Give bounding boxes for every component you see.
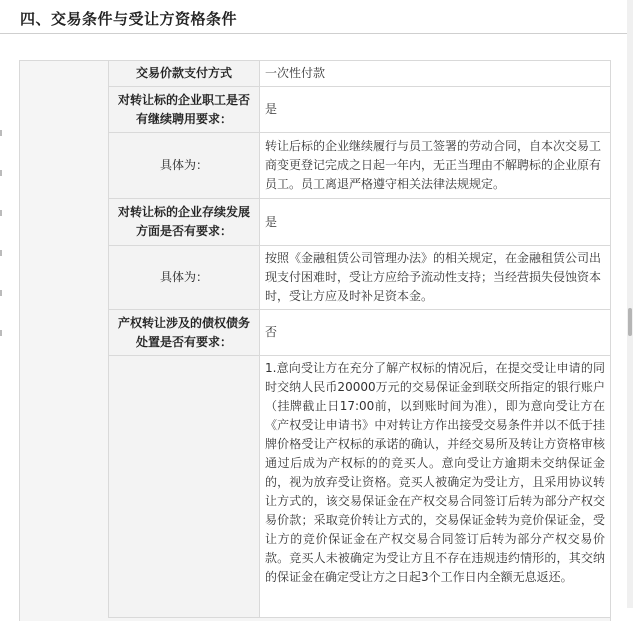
table-row <box>109 246 611 310</box>
row-value: 按照《金融租赁公司管理办法》的相关规定，在金融租赁公司出现支付困难时，受让方应给予流动性支持；当经营损失侵蚀资本时，受让方应及时补足资本金。 <box>260 246 611 310</box>
row-value: 1.意向受让方在充分了解产权标的情况后，在提交受让申请的同时交纳人民币20000万元的交易保证金到联交所指定的银行账户（挂牌截止日17:00前，以到账时间为准），即为意向受让方在《产权受让申请书》中对转让方作出接受交易条件并以不低于挂牌价格受让产权标的承诺的确认，并经交易所及转让方资格审核通过后成为产权标的的竞买人。意向受让方逾期未交纳保证金的，视为放弃受让资格。竞买人被确定为受让方，且采用协议转让方式的，该交易保证金在产权交易合同签订后转为部分产权交易价款；采取竞价转让方式的，交易保证金转为竞价保证金，受让方的竞价保证金在产权交易合同签订后转为部分产权交易价款。竞买人未被确定为受让方且不存在违规违约情形的，其交纳的保证金在确定受让方之日起3个工作日内全额无息返还。 <box>260 356 611 618</box>
table-row <box>109 133 611 199</box>
row-value: 转让后标的企业继续履行与员工签署的劳动合同，自本次交易工商变更登记完成之日起一年内，无正当理由不解聘标的企业原有员工。员工离退严格遵守相关法律法规规定。 <box>260 133 611 199</box>
row-value: 否 <box>260 310 611 356</box>
row-label: 对转让标的企业职工是否有继续聘用要求： <box>109 87 260 133</box>
left-edge-marks <box>0 130 3 380</box>
title-divider <box>0 33 633 34</box>
row-label: 对转让标的企业存续发展方面是否有要求： <box>109 199 260 246</box>
row-value: 一次性付款 <box>260 61 611 87</box>
row-label: 产权转让涉及的债权债务处置是否有要求： <box>109 310 260 356</box>
conditions-table <box>108 60 611 618</box>
table-row <box>109 199 611 246</box>
table-row <box>109 87 611 133</box>
scrollbar-thumb[interactable] <box>628 308 632 336</box>
section-title: 四、交易条件与受让方资格条件 <box>20 10 238 28</box>
row-label: 具体为： <box>109 246 260 310</box>
row-value: 是 <box>260 199 611 246</box>
table-row <box>109 310 611 356</box>
table-row <box>109 61 611 87</box>
row-label: 交易价款支付方式 <box>109 61 260 87</box>
row-value: 是 <box>260 87 611 133</box>
page-scrollbar[interactable] <box>627 0 633 608</box>
table-row <box>109 356 611 618</box>
row-label: 具体为： <box>109 133 260 199</box>
row-label <box>109 356 260 618</box>
